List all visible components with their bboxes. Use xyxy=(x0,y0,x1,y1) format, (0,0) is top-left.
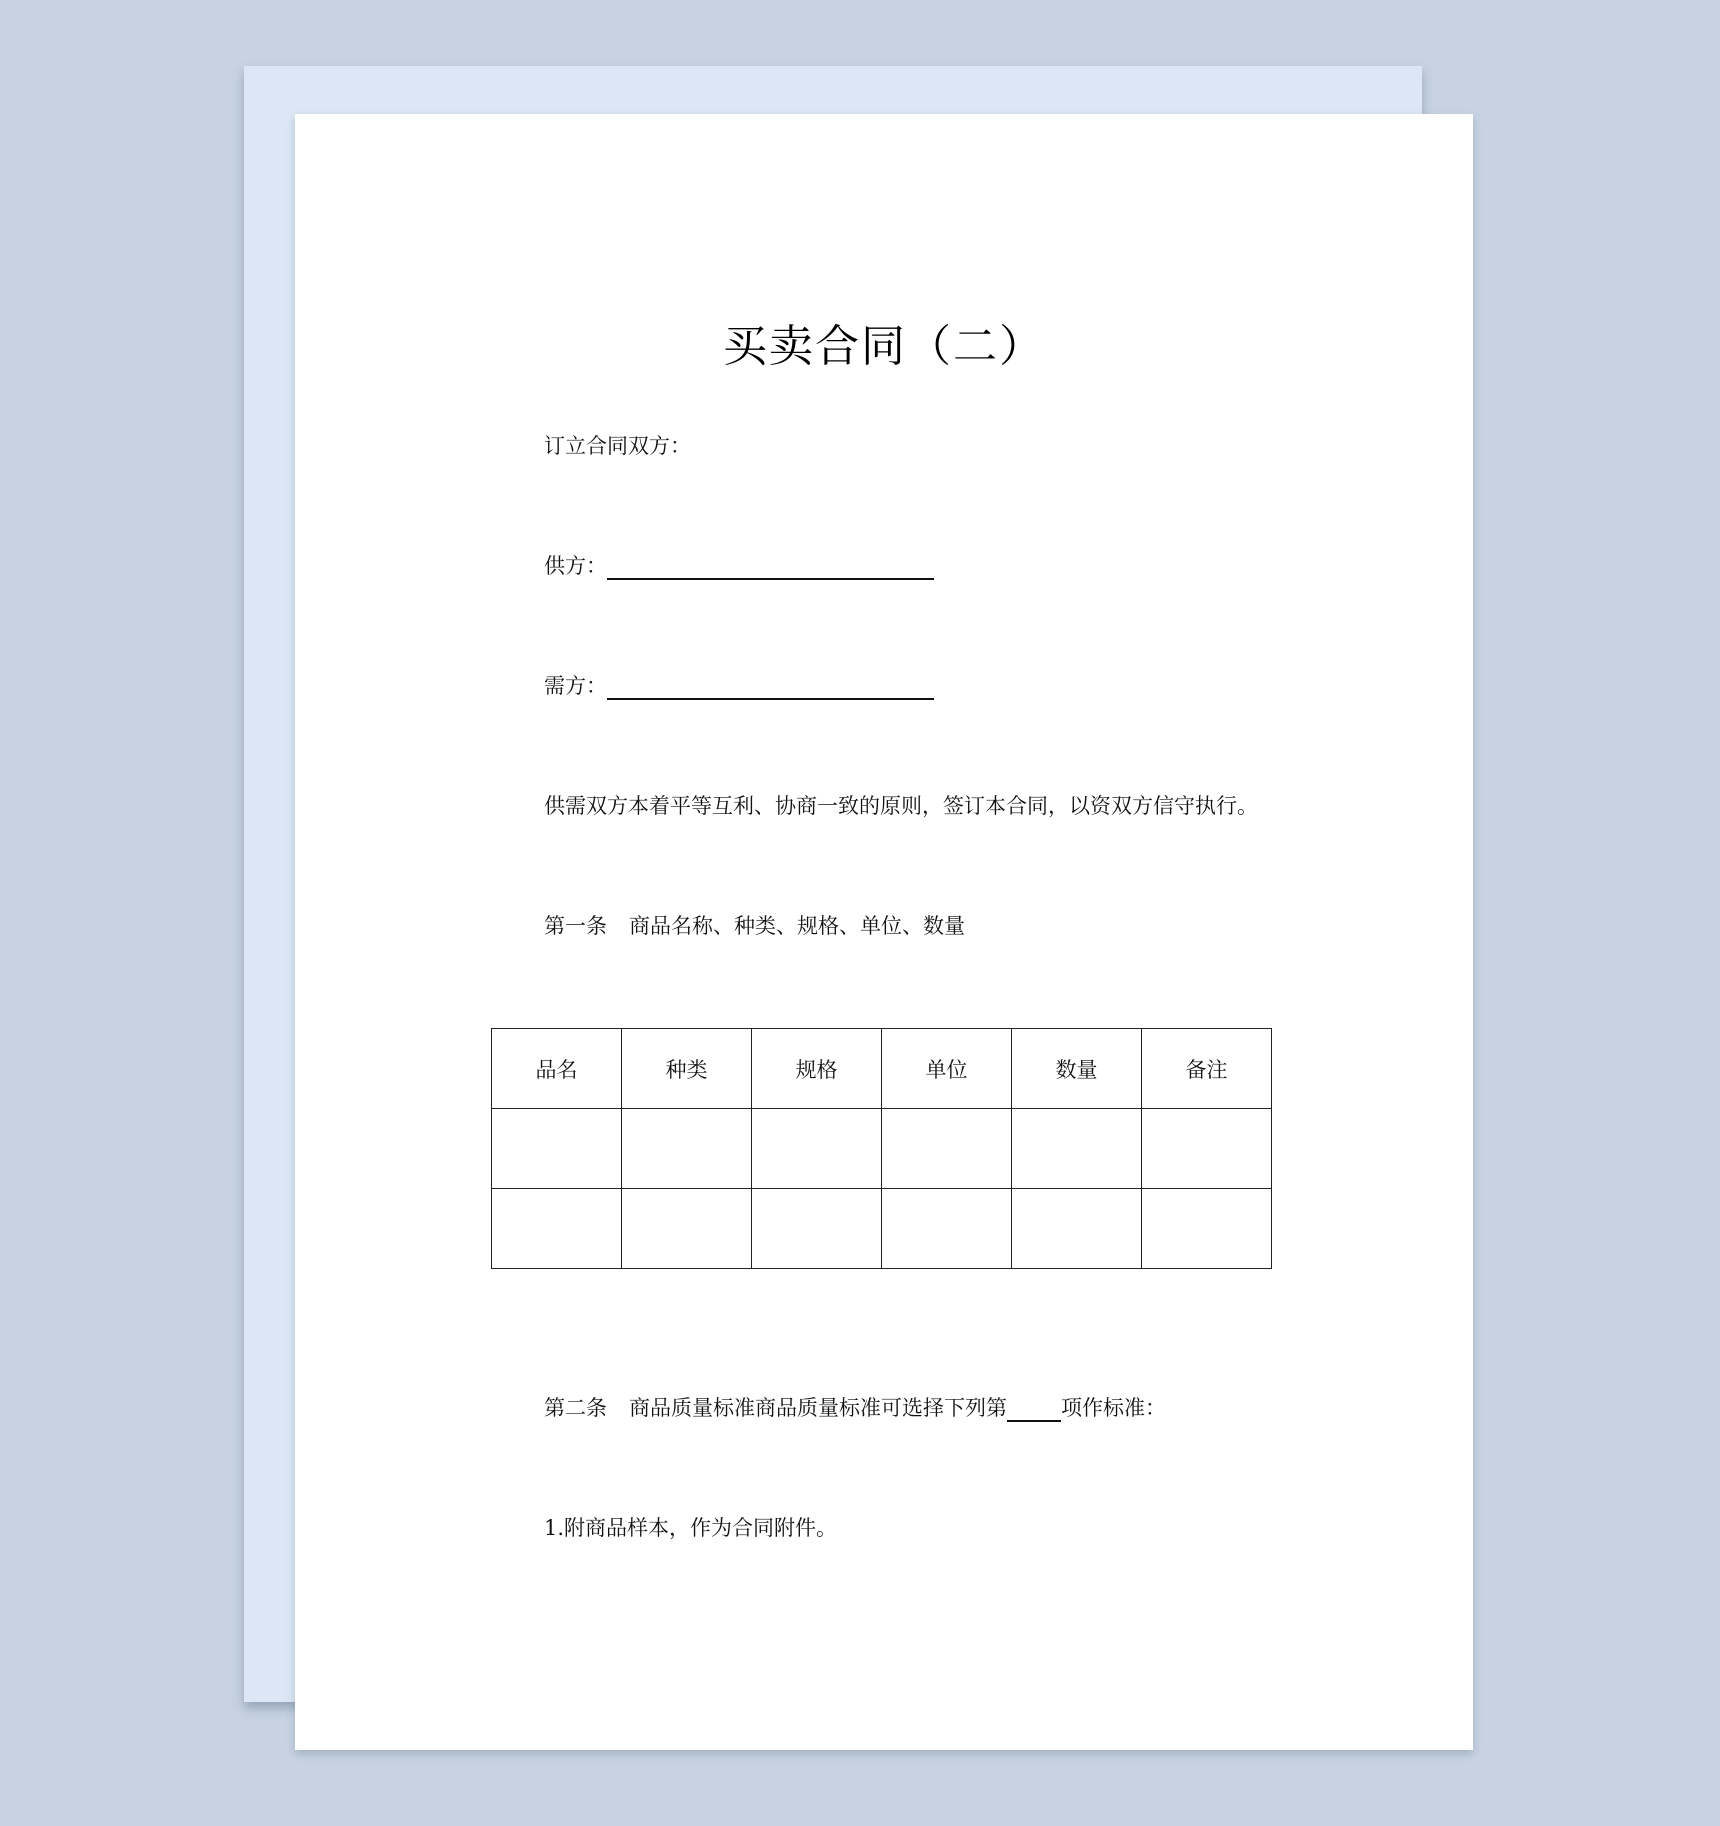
article1-heading xyxy=(544,910,965,940)
table-row xyxy=(492,1189,1272,1269)
buyer-line xyxy=(544,670,934,700)
table-cell[interactable] xyxy=(1142,1189,1272,1269)
header-cell-remarks: 备注 xyxy=(1142,1029,1272,1109)
table-cell[interactable] xyxy=(492,1109,622,1189)
article1-number: 第一条 xyxy=(544,914,607,938)
supplier-label: 供方： xyxy=(544,554,607,578)
supplier-line xyxy=(544,550,934,580)
table-cell[interactable] xyxy=(492,1189,622,1269)
preamble: 供需双方本着平等互利、协商一致的原则，签订本合同，以资双方信守执行。 xyxy=(544,794,1258,818)
article2-number: 第二条 xyxy=(544,1396,607,1420)
table-cell[interactable] xyxy=(1012,1189,1142,1269)
table-cell[interactable] xyxy=(622,1189,752,1269)
article2-text-after: 项作标准： xyxy=(1061,1396,1166,1420)
table-header-row xyxy=(492,1029,1272,1109)
article2-heading xyxy=(544,1392,1166,1422)
buyer-label: 需方： xyxy=(544,674,607,698)
standard-choice-blank[interactable] xyxy=(1007,1394,1061,1422)
table-cell[interactable] xyxy=(752,1189,882,1269)
header-cell-name: 品名 xyxy=(492,1029,622,1109)
header-cell-spec: 规格 xyxy=(752,1029,882,1109)
table-cell[interactable] xyxy=(1142,1109,1272,1189)
header-cell-quantity: 数量 xyxy=(1012,1029,1142,1109)
document-title: 买卖合同（二） xyxy=(723,321,1045,372)
header-cell-type: 种类 xyxy=(622,1029,752,1109)
table-row xyxy=(492,1109,1272,1189)
table-cell[interactable] xyxy=(882,1189,1012,1269)
supplier-blank[interactable] xyxy=(607,552,934,580)
item1-text: 1.附商品样本，作为合同附件。 xyxy=(544,1516,838,1540)
contract-page xyxy=(295,114,1473,1750)
parties-intro: 订立合同双方： xyxy=(544,434,691,458)
table-cell[interactable] xyxy=(622,1109,752,1189)
table-cell[interactable] xyxy=(1012,1109,1142,1189)
header-cell-unit: 单位 xyxy=(882,1029,1012,1109)
article2-text-before: 商品质量标准商品质量标准可选择下列第 xyxy=(629,1396,1007,1420)
buyer-blank[interactable] xyxy=(607,672,934,700)
table-cell[interactable] xyxy=(752,1109,882,1189)
goods-table xyxy=(491,1028,1272,1269)
article1-title: 商品名称、种类、规格、单位、数量 xyxy=(629,914,965,938)
table-cell[interactable] xyxy=(882,1109,1012,1189)
